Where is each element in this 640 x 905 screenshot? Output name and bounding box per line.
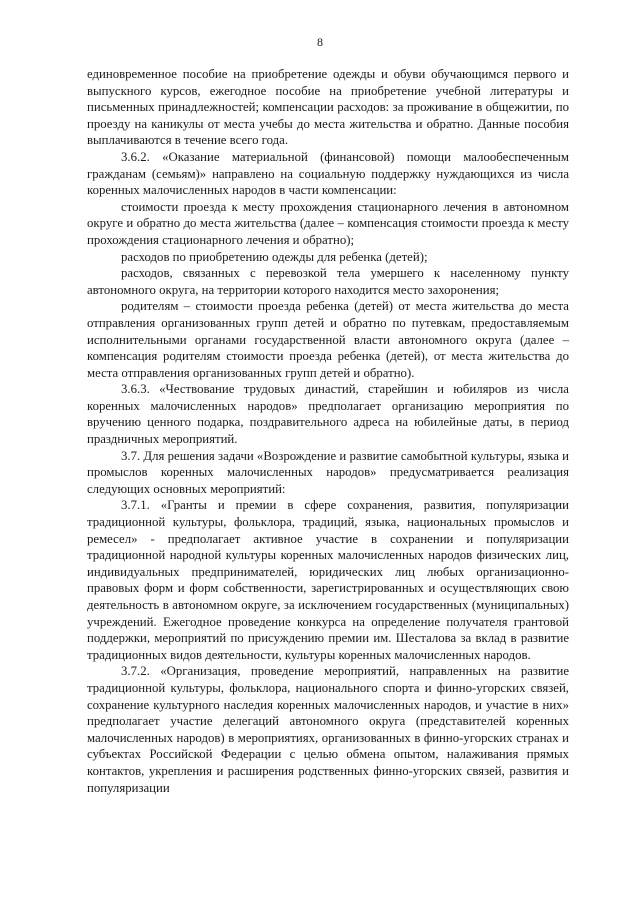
paragraph: стоимости проезда к месту прохождения стационарного лечения в автономном округе и обратно до места жительства (далее – компенсация стоимости проезда к месту прохождения стационарного лечения и обратно);: [87, 199, 569, 247]
paragraph: 3.7. Для решения задачи «Возрождение и развитие самобытной культуры, языка и промыслов коренных малочисленных народов» предусматривается реализация следующих основных мероприятий:: [87, 448, 569, 496]
paragraph: 3.7.1. «Гранты и премии в сфере сохранения, развития, популяризации традиционной культуры, фольклора, традиций, языка, национальных промыслов и ремесел» - предполагает активное участие в сохранении и популяризации традиционной народной культуры коренных малочисленных народов физических лиц, индивидуальных предпринимателей, юридических лиц любых организационно-правовых форм и форм собственности, зарегистрированных и осуществляющих свою деятельность в автономном округе, за исключением государственных (муниципальных) учреждений. Ежегодное проведение конкурса на определение получателя грантовой поддержки, мероприятий по присуждению премии им. Шесталова за вклад в развитие традиционных видов деятельности, культуры коренных малочисленных народов.: [87, 498, 569, 662]
paragraph: расходов, связанных с перевозкой тела умершего к населенному пункту автономного округа, на территории которого находится место захоронения;: [87, 266, 569, 297]
page-number: 8: [317, 35, 323, 49]
paragraph: 3.6.3. «Чествование трудовых династий, старейшин и юбиляров из числа коренных малочисленных народов» предполагает организацию мероприятия по вручению ценного подарка, поздравительного адреса на юбилейные даты, в период праздничных мероприятий.: [87, 382, 569, 447]
paragraph: единовременное пособие на приобретение одежды и обуви обучающимся первого и выпускного курсов, ежегодное пособие на приобретение учебной литературы и письменных принадлежностей; компенсации расходов: за проживание в общежитии, по проезду на каникулы от места учебы до места жительства и обратно. Данные пособия выплачиваются в течение всего года.: [87, 67, 569, 148]
document-body: [87, 66, 569, 796]
paragraph: 3.6.2. «Оказание материальной (финансовой) помощи малообеспеченным гражданам (семьям)» направлено на социальную поддержку нуждающихся из числа коренных малочисленных народов в части компенсации:: [87, 149, 569, 198]
paragraph: расходов по приобретению одежды для ребенка (детей);: [121, 249, 428, 264]
paragraph: 3.7.2. «Организация, проведение мероприятий, направленных на развитие традиционной культуры, фольклора, национального спорта и финно-угорских связей, сохранение культурного наследия коренных малочисленных народов, и участие в них» предполагает участие делегаций автономного округа (представителей коренных малочисленных народов) в мероприятиях, организованных в финно-угорских странах и субъектах Российской Федерации с целью обмена опытом, налаживания прямых контактов, укрепления и расширения родственных финно-угорских связей, развития и популяризации: [87, 664, 569, 795]
paragraph: родителям – стоимости проезда ребенка (детей) от места жительства до места отправления организованных групп детей и обратно по путевкам, предоставляемым исполнительными органами государственной власти автономного округа (далее – компенсация родителям стоимости проезда ребенка (детей), от места жительства до места отправления организованных групп детей и обратно).: [87, 299, 569, 380]
